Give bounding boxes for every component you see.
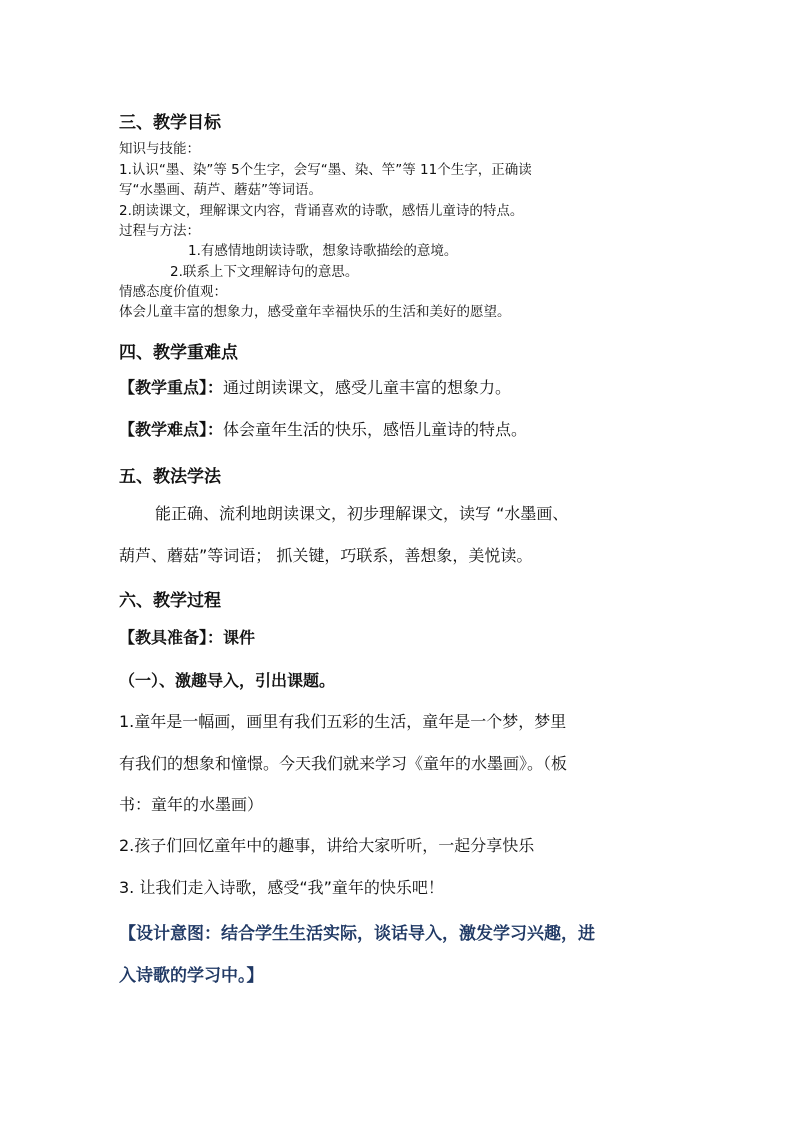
emotion-label: 情感态度价值观： <box>119 284 227 300</box>
method-line-2: 葫芦、蘑菇”等词语； 抓关键，巧联系，善想象，美悦读。 <box>119 546 533 565</box>
emotion-item-1: 体会儿童丰富的想象力，感受童年幸福快乐的生活和美好的愿望。 <box>119 304 511 320</box>
design-intent-line-a: 【设计意图：结合学生生活实际，谈话导入，激发学习兴趣，进 <box>119 924 595 944</box>
difficult-point-line <box>119 420 527 439</box>
knowledge-item-1b: 写“水墨画、葫芦、蘑菇”等词语。 <box>119 182 322 198</box>
step-1-line-1c: 书：童年的水墨画） <box>119 795 264 814</box>
knowledge-item-1a: 1.认识“墨、染”等 5个生字，会写“墨、染、竿”等 11个生字，正确读 <box>119 162 532 178</box>
knowledge-label: 知识与技能： <box>119 141 200 157</box>
step-1-line-1a: 1.童年是一幅画，画里有我们五彩的生活，童年是一个梦，梦里 <box>119 712 567 731</box>
step-1-line-2: 2.孩子们回忆童年中的趣事，讲给大家听听，一起分享快乐 <box>119 836 535 855</box>
step-1-line-1b: 有我们的想象和憧憬。今天我们就来学习《童年的水墨画》。（板 <box>119 754 568 773</box>
knowledge-item-2: 2.朗读课文，理解课文内容，背诵喜欢的诗歌，感悟儿童诗的特点。 <box>119 203 524 219</box>
method-line-1: 能正确、流利地朗读课文，初步理解课文，读写 “水墨画、 <box>155 504 569 523</box>
process-item-2: 2.联系上下文理解诗句的意思。 <box>170 264 359 280</box>
section-3-heading: 三、教学目标 <box>119 113 221 133</box>
design-intent-line-b: 入诗歌的学习中。】 <box>119 966 264 986</box>
key-point-text: 通过朗读课文，感受儿童丰富的想象力。 <box>223 378 512 397</box>
difficult-point-label: 【教学难点】： <box>119 420 224 439</box>
process-item-1: 1.有感情地朗读诗歌，想象诗歌描绘的意境。 <box>188 243 458 259</box>
section-5-heading: 五、教法学法 <box>119 467 221 487</box>
key-point-label: 【教学重点】： <box>119 378 224 397</box>
step-1-line-3: 3. 让我们走入诗歌，感受“我”童年的快乐吧！ <box>119 878 444 897</box>
teaching-tools: 【教具准备】：课件 <box>119 628 256 647</box>
section-6-heading: 六、教学过程 <box>119 591 221 611</box>
process-label: 过程与方法： <box>119 223 200 239</box>
key-point-line <box>119 378 511 397</box>
section-4-heading: 四、教学重难点 <box>119 343 238 363</box>
step-1-heading: （一）、激趣导入，引出课题。 <box>119 671 336 690</box>
difficult-point-text: 体会童年生活的快乐，感悟儿童诗的特点。 <box>223 420 528 439</box>
